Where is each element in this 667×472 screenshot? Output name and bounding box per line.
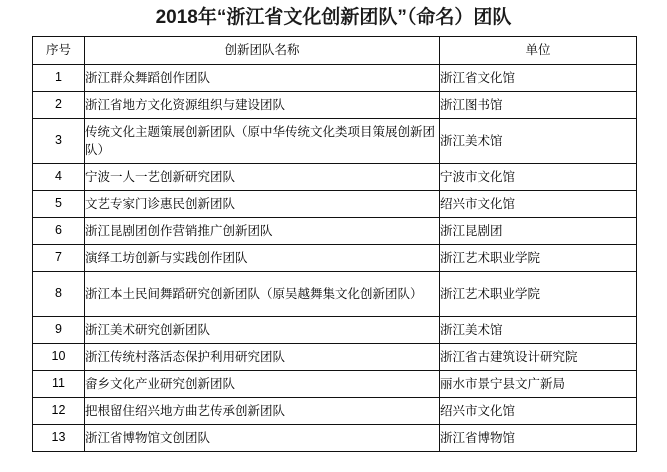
row-unit: 浙江省古建筑设计研究院 [440,343,637,370]
table-row [33,64,637,91]
table-row [33,271,637,316]
table-row [33,163,637,190]
row-index: 6 [33,217,85,244]
table-row [33,424,637,451]
table-container [0,36,667,452]
innovation-teams-table [32,36,637,452]
row-team-name: 畲乡文化产业研究创新团队 [85,370,440,397]
row-unit: 浙江美术馆 [440,316,637,343]
row-unit: 浙江美术馆 [440,118,637,163]
table-row [33,91,637,118]
row-unit: 浙江艺术职业学院 [440,271,637,316]
table-body [33,64,637,451]
table-row [33,118,637,163]
table-header [33,36,637,64]
row-team-name: 浙江本土民间舞蹈研究创新团队（原吴越舞集文化创新团队） [85,271,440,316]
row-index: 9 [33,316,85,343]
row-team-name: 宁波一人一艺创新研究团队 [85,163,440,190]
page-title: 2018年“浙江省文化创新团队”（命名）团队 [155,7,512,28]
row-team-name: 浙江昆剧团创作营销推广创新团队 [85,217,440,244]
row-unit: 浙江艺术职业学院 [440,244,637,271]
column-header-unit: 单位 [440,36,637,64]
table-header-row [33,36,637,64]
row-team-name: 浙江美术研究创新团队 [85,316,440,343]
row-team-name: 演绎工坊创新与实践创作团队 [85,244,440,271]
row-index: 8 [33,271,85,316]
table-row [33,343,637,370]
row-team-name: 传统文化主题策展创新团队（原中华传统文化类项目策展创新团队） [85,118,440,163]
column-header-team-name: 创新团队名称 [85,36,440,64]
row-team-name: 把根留住绍兴地方曲艺传承创新团队 [85,397,440,424]
row-unit: 浙江省文化馆 [440,64,637,91]
row-unit: 浙江昆剧团 [440,217,637,244]
row-team-name: 浙江传统村落活态保护利用研究团队 [85,343,440,370]
row-index: 3 [33,118,85,163]
row-index: 13 [33,424,85,451]
row-team-name: 浙江省博物馆文创团队 [85,424,440,451]
row-index: 1 [33,64,85,91]
table-row [33,190,637,217]
table-row [33,244,637,271]
row-team-name: 文艺专家门诊惠民创新团队 [85,190,440,217]
column-header-index: 序号 [33,36,85,64]
row-index: 2 [33,91,85,118]
row-unit: 绍兴市文化馆 [440,190,637,217]
row-unit: 浙江图书馆 [440,91,637,118]
row-index: 5 [33,190,85,217]
row-unit: 绍兴市文化馆 [440,397,637,424]
table-row [33,217,637,244]
row-index: 12 [33,397,85,424]
row-index: 4 [33,163,85,190]
row-index: 7 [33,244,85,271]
row-index: 11 [33,370,85,397]
row-team-name: 浙江群众舞蹈创作团队 [85,64,440,91]
row-team-name: 浙江省地方文化资源组织与建设团队 [85,91,440,118]
row-index: 10 [33,343,85,370]
table-row [33,316,637,343]
row-unit: 丽水市景宁县文广新局 [440,370,637,397]
table-row [33,397,637,424]
table-row [33,370,637,397]
row-unit: 宁波市文化馆 [440,163,637,190]
row-unit: 浙江省博物馆 [440,424,637,451]
